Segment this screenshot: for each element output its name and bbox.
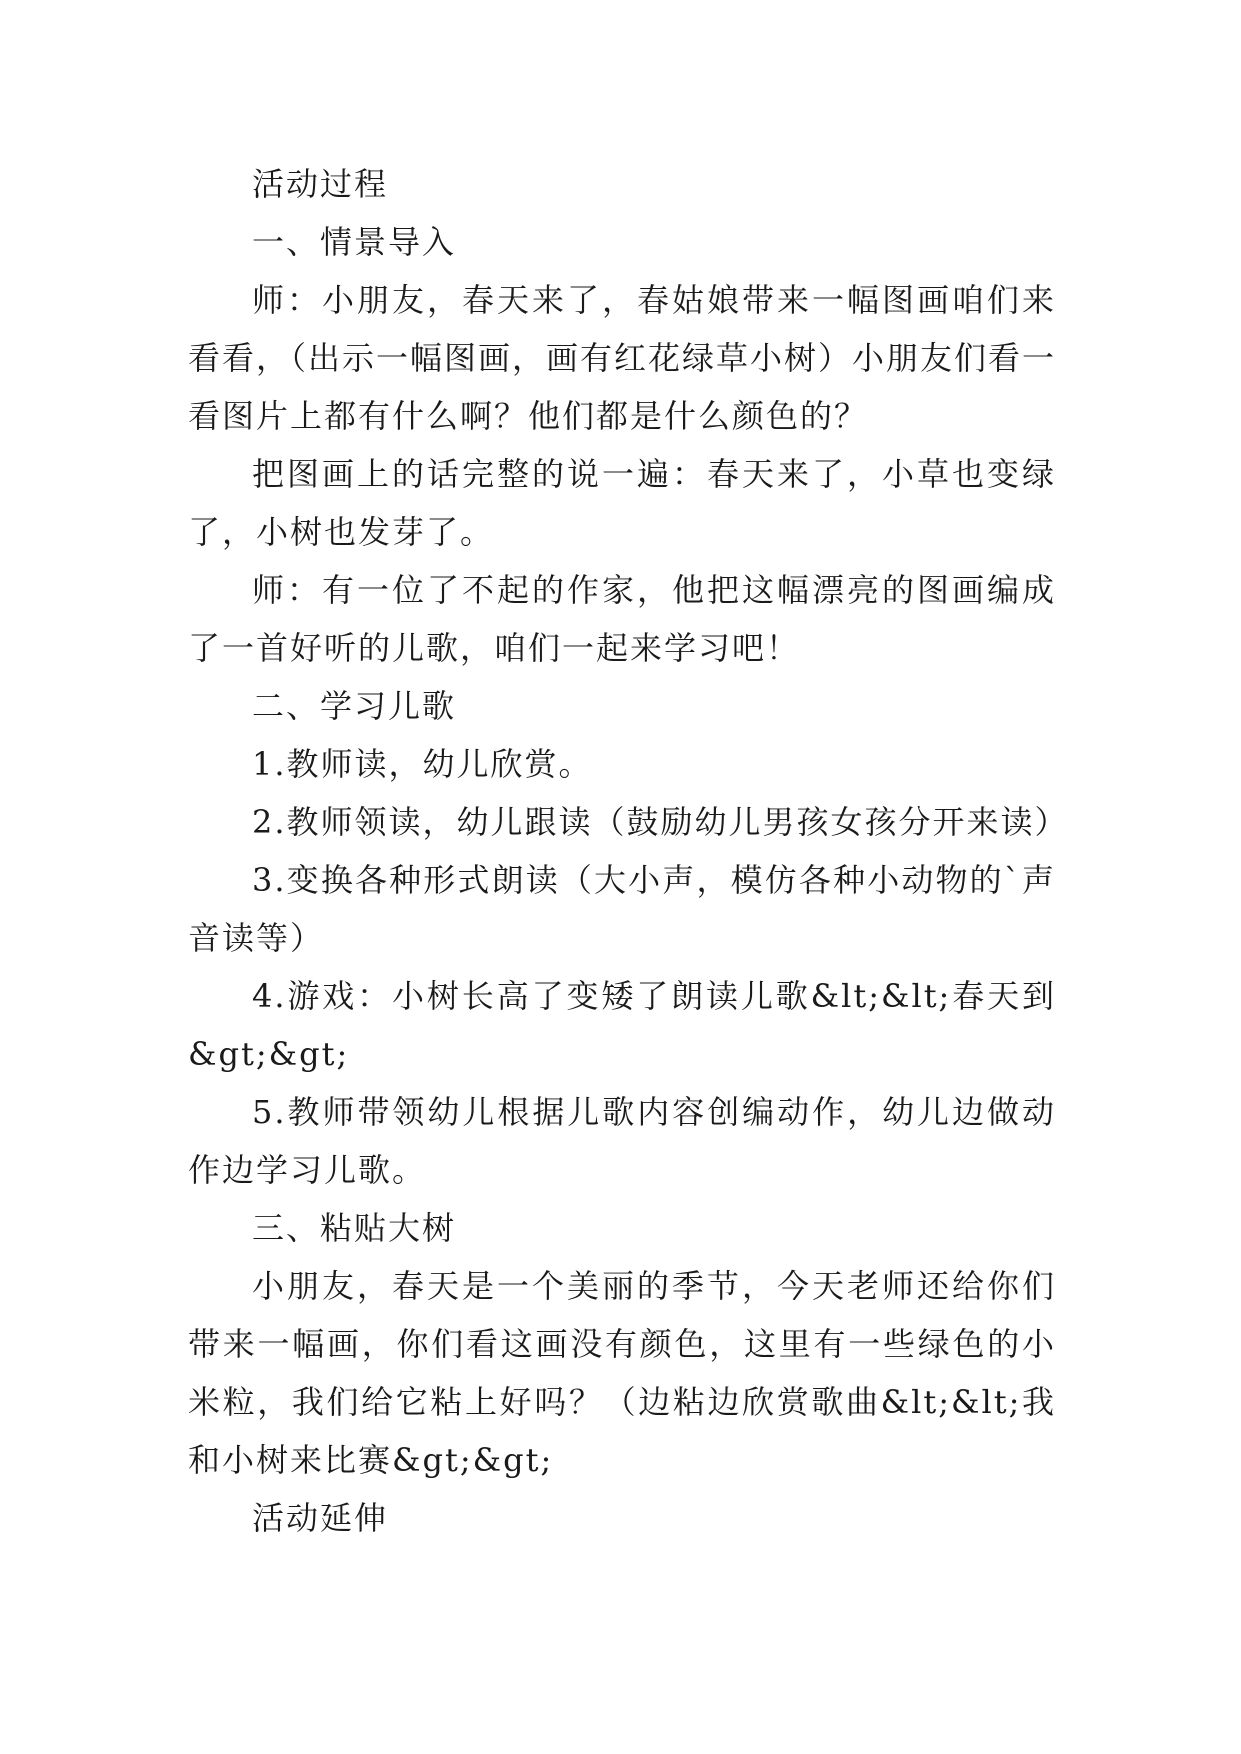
section-heading-learn-song: 二、学习儿歌 — [252, 687, 457, 725]
paragraph-picture-sentence: 把图画上的话完整的说一遍：春天来了，小草也变绿了，小树也发芽了。 — [188, 455, 1056, 551]
section-heading-paste-tree: 三、粘贴大树 — [252, 1209, 457, 1247]
section-heading-activity-process: 活动过程 — [252, 165, 389, 203]
list-item-step-2: 2.教师领读，幼儿跟读（鼓励幼儿男孩女孩分开来读） — [252, 803, 1069, 841]
section-heading-activity-extension: 活动延伸 — [252, 1499, 389, 1537]
document-page — [188, 155, 1069, 1547]
section-heading-scenario-intro: 一、情景导入 — [252, 223, 457, 261]
paragraph-teacher-writer: 师：有一位了不起的作家，他把这幅漂亮的图画编成了一首好听的儿歌，咱们一起来学习吧！ — [188, 571, 1056, 667]
paragraph-paste-tree: 小朋友，春天是一个美丽的季节，今天老师还给你们带来一幅画，你们看这画没有颜色，这里有一些绿色的小米粒，我们给它粘上好吗？（边粘边欣赏歌曲&lt;&lt;我和小树来比赛&gt;&gt; — [188, 1267, 1056, 1479]
list-item-step-4: 4.游戏：小树长高了变矮了朗读儿歌&lt;&lt;春天到&gt;&gt; — [188, 977, 1056, 1073]
list-item-step-1: 1.教师读，幼儿欣赏。 — [252, 745, 593, 783]
paragraph-teacher-intro: 师：小朋友，春天来了，春姑娘带来一幅图画咱们来看看，（出示一幅图画，画有红花绿草小树）小朋友们看一看图片上都有什么啊？他们都是什么颜色的？ — [188, 281, 1057, 435]
list-item-step-3: 3.变换各种形式朗读（大小声，模仿各种小动物的`声音读等） — [188, 861, 1056, 957]
list-item-step-5: 5.教师带领幼儿根据儿歌内容创编动作，幼儿边做动作边学习儿歌。 — [188, 1093, 1056, 1189]
